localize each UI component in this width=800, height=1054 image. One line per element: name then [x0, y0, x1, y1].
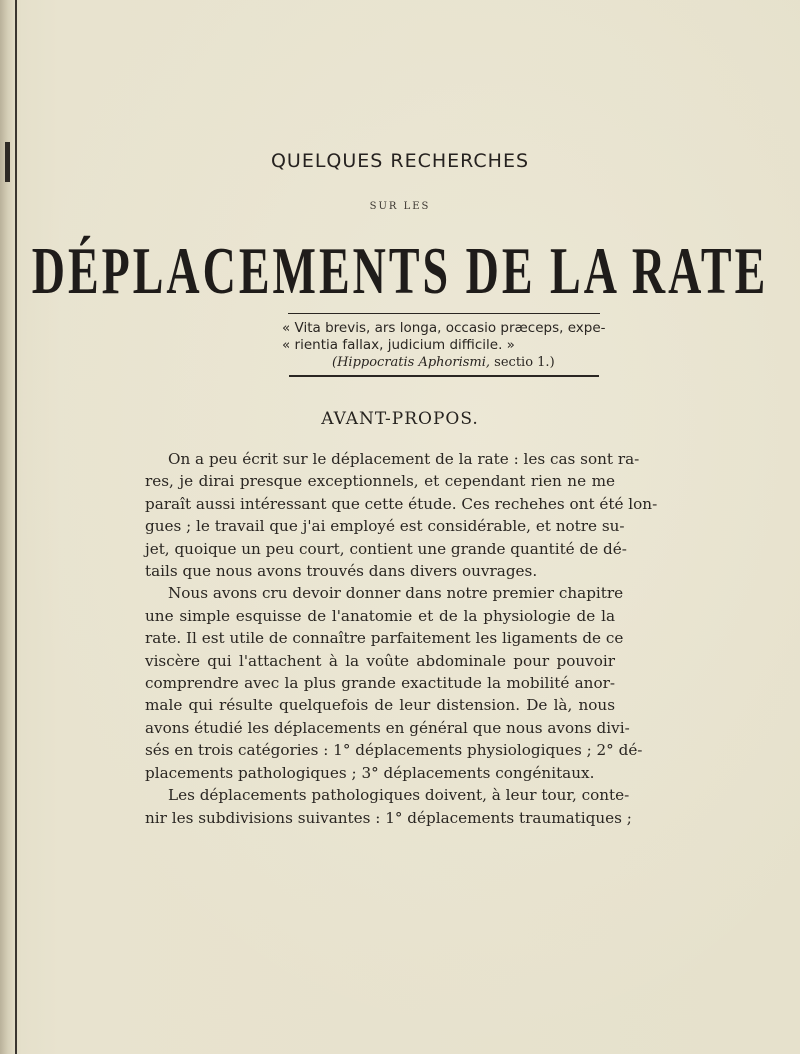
body-line: tails que nous avons trouvés dans divers ouvrages.: [145, 562, 538, 581]
body-line: avons étudié les déplacements en général que nous avons divi-: [145, 718, 630, 737]
title-top: QUELQUES RECHERCHES: [270, 150, 530, 172]
epigraph-bottom-rule: [289, 375, 599, 377]
body-line: placements pathologiques ; 3° déplacements congénitaux.: [145, 763, 595, 782]
epigraph-top-rule: [288, 313, 600, 314]
body-line: sés en trois catégories : 1° déplacements physiologiques ; 2° dé-: [145, 741, 643, 760]
body-line: comprendre avec la plus grande exactitude la mobilité anor-: [145, 674, 615, 693]
section-heading: AVANT-PROPOS.: [321, 409, 479, 429]
title-main: DÉPLACEMENTS DE LA RATE: [31, 233, 769, 308]
body-line: res, je dirai presque exceptionnels, et cependant rien ne me: [145, 472, 615, 491]
epigraph-source: [282, 354, 622, 371]
body-line: male qui résulte quelquefois de leur distension. De là, nous: [145, 696, 615, 715]
epigraph: [282, 320, 622, 371]
body-line: jet, quoique un peu court, contient une grande quantité de dé-: [145, 539, 627, 558]
title-sur: SUR LES: [369, 201, 431, 212]
body-line: On a peu écrit sur le déplacement de la rate : les cas sont ra-: [168, 450, 640, 468]
body-line: paraît aussi intéressant que cette étude. Ces rechehes ont été lon-: [145, 494, 658, 513]
body-line: Nous avons cru devoir donner dans notre premier chapitre: [168, 584, 624, 603]
epigraph-source-rest: sectio 1.): [490, 355, 555, 370]
body-line: rate. Il est utile de connaître parfaitement les ligaments de ce: [145, 629, 624, 648]
body-line: viscère qui l'attachent à la voûte abdominale pour pouvoir: [145, 651, 615, 670]
body-line: gues ; le travail que j'ai employé est considérable, et notre su-: [145, 517, 625, 536]
body-line: nir les subdivisions suivantes : 1° déplacements traumatiques ;: [145, 808, 632, 827]
body-line: une simple esquisse de l'anatomie et de la physiologie de la: [145, 606, 615, 625]
epigraph-source-work: (Hippocratis Aphorismi,: [332, 355, 491, 370]
epigraph-line-2: « rientia fallax, judicium difficile. »: [282, 337, 515, 353]
body-line: Les déplacements pathologiques doivent, à leur tour, conte-: [168, 786, 630, 805]
epigraph-line-1: « Vita brevis, ars longa, occasio præceps, expe-: [282, 320, 606, 336]
body-text: [145, 448, 658, 829]
